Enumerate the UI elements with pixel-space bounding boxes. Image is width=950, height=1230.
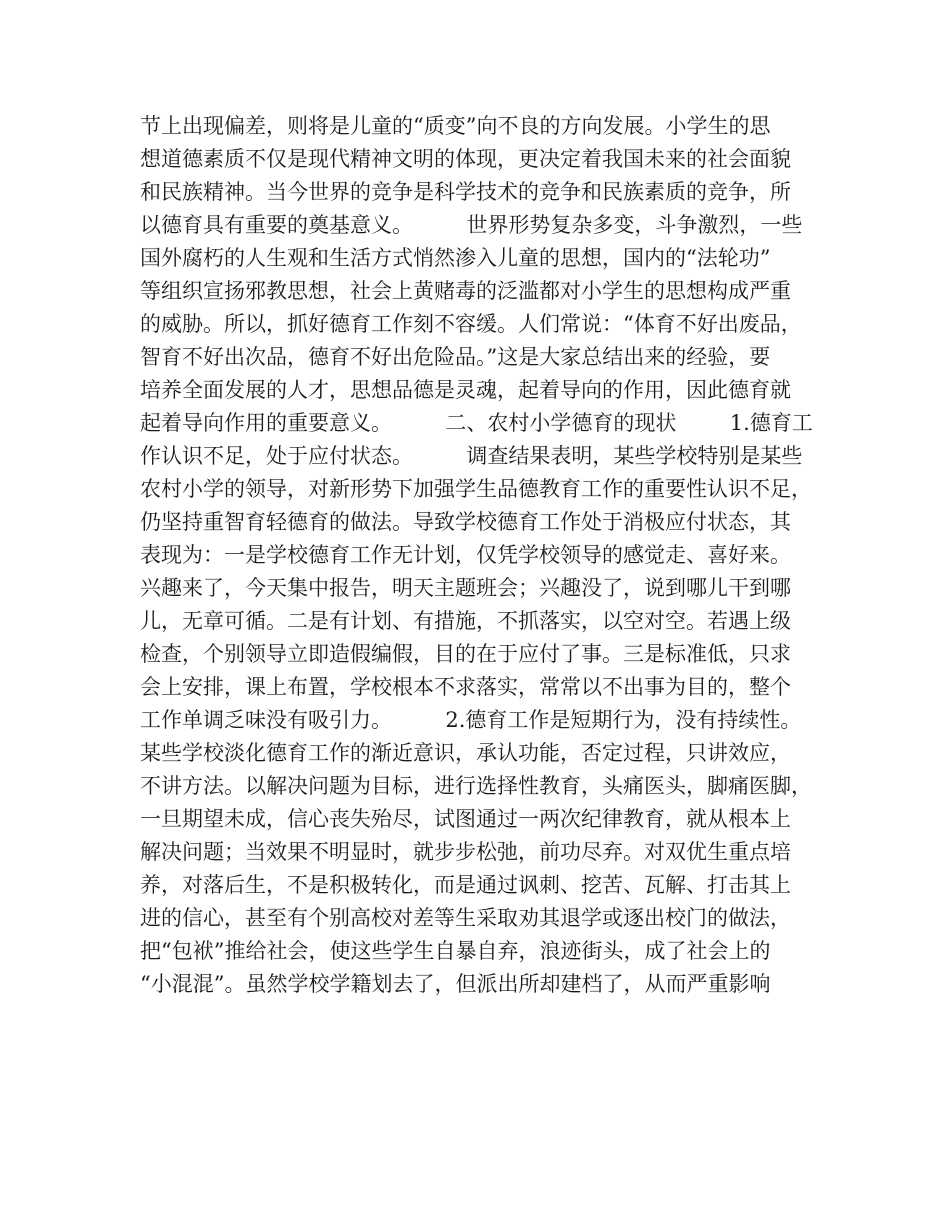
text-line: 培养全面发展的人才，思想品德是灵魂，起着导向的作用，因此德育就 (140, 378, 791, 402)
text-line: 不讲方法。以解决问题为目标，进行选择性教育，头痛医头，脚痛医脚， (140, 774, 812, 798)
text-line: 农村小学的领导，对新形势下加强学生品德教育工作的重要性认识不足， (140, 477, 812, 501)
text-line: 的威胁。所以，抓好德育工作刻不容缓。人们常说：“体育不好出废品， (140, 312, 802, 336)
text-line: 把“包袱”推给社会，使这些学生自暴自弃，浪迹街头，成了社会上的 (140, 939, 771, 963)
text-line: 表现为：一是学校德育工作无计划，仅凭学校领导的感觉走、喜好来。 (140, 543, 791, 567)
text-line: 想道德素质不仅是现代精神文明的体现，更决定着我国未来的社会面貌 (140, 147, 791, 171)
text-line: 解决问题；当效果不明显时，就步步松弛，前功尽弃。对双优生重点培 (140, 840, 791, 864)
text-line: 作认识不足，处于应付状态。 调查结果表明，某些学校特别是某些 (140, 444, 803, 468)
text-line: 一旦期望未成，信心丧失殆尽，试图通过一两次纪律教育，就从根本上 (140, 807, 791, 831)
text-line: 工作单调乏味没有吸引力。 2.德育工作是短期行为，没有持续性。 (140, 708, 802, 732)
text-line: 以德育具有重要的奠基意义。 世界形势复杂多变，斗争激烈，一些 (140, 213, 803, 237)
text-line: 进的信心，甚至有个别高校对差等生采取劝其退学或逐出校门的做法， (140, 906, 791, 930)
text-line: 儿，无章可循。二是有计划、有措施，不抓落实，以空对空。若遇上级 (140, 609, 791, 633)
text-line: 仍坚持重智育轻德育的做法。导致学校德育工作处于消极应付状态，其 (140, 510, 791, 534)
text-line: 兴趣来了，今天集中报告，明天主题班会；兴趣没了，说到哪儿干到哪 (140, 576, 791, 600)
text-line: 节上出现偏差，则将是儿童的“质变”向不良的方向发展。小学生的思 (140, 114, 771, 138)
text-line: 和民族精神。当今世界的竞争是科学技术的竞争和民族素质的竞争，所 (140, 180, 791, 204)
text-line: 养，对落后生，不是积极转化，而是通过讽刺、挖苦、瓦解、打击其上 (140, 873, 791, 897)
text-line: 智育不好出次品，德育不好出危险品。”这是大家总结出来的经验，要 (140, 345, 771, 369)
text-line: 会上安排，课上布置，学校根本不求落实，常常以不出事为目的，整个 (140, 675, 791, 699)
body-text (140, 110, 830, 1001)
text-line: “小混混”。虽然学校学籍划去了，但派出所却建档了，从而严重影响 (140, 972, 771, 996)
text-line: 等组织宣扬邪教思想，社会上黄赌毒的泛滥都对小学生的思想构成严重 (140, 279, 791, 303)
text-line: 国外腐朽的人生观和生活方式悄然渗入儿童的思想，国内的“法轮功” (140, 246, 771, 270)
text-line: 某些学校淡化德育工作的渐近意识，承认功能，否定过程，只讲效应， (140, 741, 791, 765)
text-line: 起着导向作用的重要意义。 二、农村小学德育的现状 1.德育工 (140, 411, 813, 435)
text-line: 检查，个别领导立即造假编假，目的在于应付了事。三是标准低，只求 (140, 642, 791, 666)
